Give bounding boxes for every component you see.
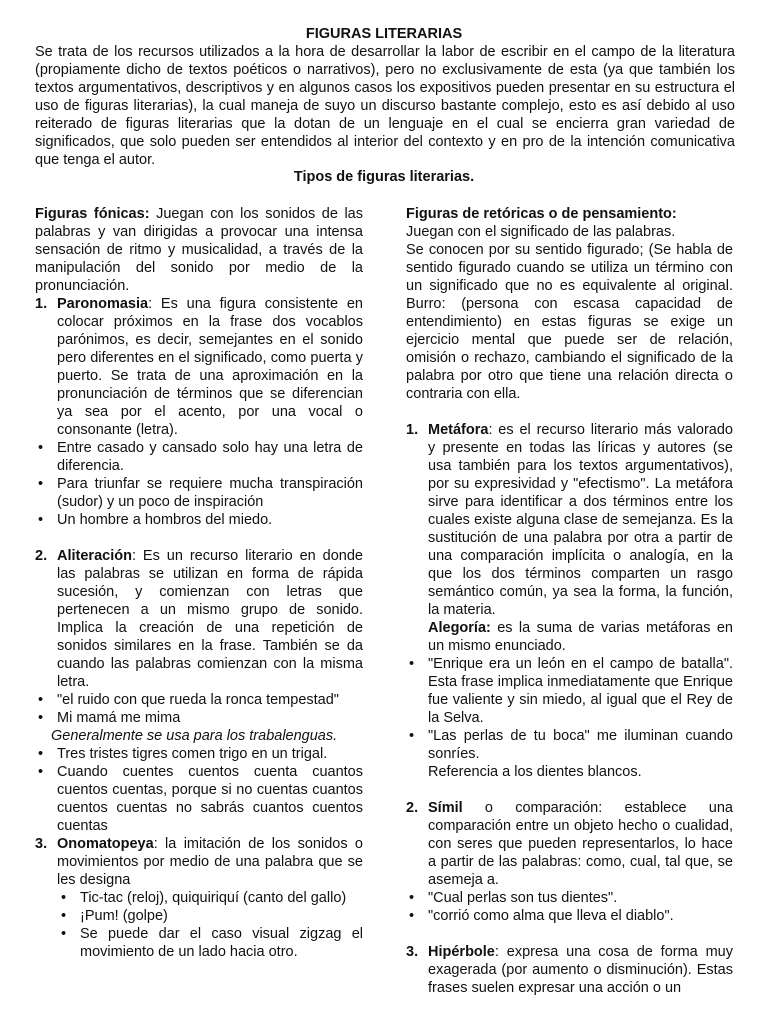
retoricas-text-2: Se conocen por su sentido figurado; (Se habla de sentido figurado cuando se utiliza un término con un significado que no es equivalente al original. Burro: (persona con escasa capacidad de entendimiento) en estas figuras se exige un ejercicio mental que puede ser de relación, omisión o rechazo, cambiando el significado de la palabra por otro que tiene una relación directa o contraria con ella. bbox=[406, 242, 733, 402]
paronomasia-number: 1. bbox=[35, 296, 48, 312]
bullet-icon: • bbox=[38, 764, 44, 780]
paronomasia-heading: Paronomasia bbox=[57, 296, 149, 312]
left-column bbox=[35, 205, 363, 961]
list-item: • Mi mamá me mima bbox=[38, 710, 181, 726]
list-item: • Cuando cuentes cuentos cuenta cuantos cuentos cuentas, porque si no cuentas cuantos cuentos cuentas no sabrás cuantos cuentos cuentas bbox=[38, 764, 363, 834]
fonicas-heading: Figuras fónicas: bbox=[35, 206, 150, 222]
hiperbole-text: : expresa una cosa de forma muy exagerada (por aumento o disminución). Estas frases suelen expresar una acción o un bbox=[428, 944, 733, 996]
bullet-icon: • bbox=[38, 710, 44, 726]
hiperbole-heading: Hipérbole bbox=[428, 944, 495, 960]
bullet-icon: • bbox=[61, 908, 67, 924]
list-item: • Tres tristes tigres comen trigo en un trigal. bbox=[38, 746, 328, 762]
bullet-icon: • bbox=[38, 476, 44, 492]
alegoria-paragraph bbox=[406, 619, 733, 655]
alegoria-heading: Alegoría: bbox=[428, 620, 491, 636]
bullet-icon: • bbox=[409, 908, 415, 924]
bullet-icon: • bbox=[38, 512, 44, 528]
bullet-icon: • bbox=[38, 692, 44, 708]
list-item: • Entre casado y cansado solo hay una letra de diferencia. bbox=[38, 440, 363, 474]
bullet-icon: • bbox=[61, 890, 67, 906]
list-item: • Un hombre a hombros del miedo. bbox=[38, 512, 273, 528]
bullet-icon: • bbox=[409, 656, 415, 672]
page-title: FIGURAS LITERARIAS bbox=[305, 26, 463, 42]
bullet-icon: • bbox=[61, 926, 67, 942]
list-item: • "el ruido con que rueda la ronca tempestad" bbox=[38, 692, 339, 708]
aliteracion-item bbox=[35, 547, 363, 691]
dientes-note: Referencia a los dientes blancos. bbox=[428, 764, 642, 780]
right-column bbox=[406, 205, 733, 997]
fonicas-text: Juegan con los sonidos de las palabras y van dirigidas a provocar una intensa sensación de ritmo y musicalidad, a través de la manipulación del sonido por medio de la pronunciación. bbox=[35, 206, 363, 294]
metafora-text: : es el recurso literario más valorado y presente en todas las líricas y autores (se usa también para los textos argumentativos), por su expresividad y "efectismo". La metáfora sirve para identificar a dos términos entre los cuales existe alguna clase de semejanza. Es la sustitución de una palabra por otra a partir de una comparación implícita o analogía, en la que los dos términos comparten un rasgo semántico común, ya sea la forma, la función, la materia. bbox=[428, 422, 733, 618]
simil-text: o comparación: establece una comparación entre un objeto hecho o cualidad, con seres que pueden representarlos, lo hace a partir de las palabras: como, cual, tal que, se asemeja a. bbox=[428, 800, 733, 888]
metafora-item bbox=[406, 421, 733, 619]
list-item: • ¡Pum! (golpe) bbox=[61, 908, 168, 924]
paronomasia-text: : Es una figura consistente en colocar próximos en la frase dos vocablos parónimos, es decir, semejantes en el sonido pero diferentes en el significado, como puerta y puerto. Se trata de una aproximación en la pronunciación de términos que se diferencian ya sea por el acento, por una vocal o consonante (letra). bbox=[57, 296, 363, 438]
alegoria-text: es la suma de varias metáforas en un mismo enunciado. bbox=[428, 620, 733, 654]
bullet-icon: • bbox=[409, 890, 415, 906]
list-item: • "Cual perlas son tus dientes". bbox=[409, 890, 618, 906]
simil-item bbox=[406, 799, 733, 889]
retoricas-heading: Figuras de retóricas o de pensamiento: bbox=[406, 206, 677, 222]
intro-paragraph: Se trata de los recursos utilizados a la hora de desarrollar la labor de escribir en el campo de la literatura (propiamente dicho de textos poéticos o narrativos), pero no exclusivamente de esta (ya que también los textos argumentativos, descriptivos y en algunos casos los expositivos pueden presentar en su estructura el uso de figuras literarias), la cual maneja de suyo un discurso bastante complejo, esto es así debido al uso reiterado de figuras literarias que la dotan de un lenguaje en el cual se encierra gran variedad de significados, que solo pueden ser entendidos al interior del contexto y en pro de la intención comunicativa que tenga el autor. bbox=[35, 44, 735, 168]
onomatopeya-text: : la imitación de los sonidos o movimientos por medio de una palabra que se les designa bbox=[57, 836, 363, 888]
simil-number: 2. bbox=[406, 800, 419, 816]
paronomasia-item bbox=[35, 295, 363, 439]
onomatopeya-item bbox=[35, 835, 363, 889]
metafora-heading: Metáfora bbox=[428, 422, 489, 438]
bullet-icon: • bbox=[38, 746, 44, 762]
section-subtitle: Tipos de figuras literarias. bbox=[293, 169, 475, 185]
bullet-icon: • bbox=[409, 728, 415, 744]
onomatopeya-number: 3. bbox=[35, 836, 48, 852]
aliteracion-heading: Aliteración bbox=[57, 548, 132, 564]
simil-heading: Símil bbox=[428, 800, 463, 816]
list-item: • Tic-tac (reloj), quiquiriquí (canto del gallo) bbox=[61, 890, 347, 906]
fonicas-paragraph bbox=[35, 205, 363, 295]
list-item: • Para triunfar se requiere mucha transpiración (sudor) y un poco de inspiración bbox=[38, 476, 363, 510]
list-item: • "corrió como alma que lleva el diablo". bbox=[409, 908, 674, 924]
metafora-number: 1. bbox=[406, 422, 419, 438]
aliteracion-number: 2. bbox=[35, 548, 48, 564]
list-item: • Se puede dar el caso visual zigzag el movimiento de un lado hacia otro. bbox=[61, 926, 363, 960]
hiperbole-number: 3. bbox=[406, 944, 419, 960]
retoricas-text: Juegan con el significado de las palabras. bbox=[406, 224, 676, 240]
bullet-icon: • bbox=[38, 440, 44, 456]
onomatopeya-heading: Onomatopeya bbox=[57, 836, 154, 852]
list-item: • "Las perlas de tu boca" me iluminan cuando sonríes. bbox=[409, 728, 733, 762]
trabalenguas-note: Generalmente se usa para los trabalenguas. bbox=[51, 728, 338, 744]
hiperbole-item bbox=[406, 943, 733, 997]
aliteracion-text: : Es un recurso literario en donde las palabras se utilizan en forma de rápida sucesión, y comienzan con letras que pertenecen a un mismo grupo de sonido. Implica la creación de una repetición de sonidos similares en la frase. También se da cuando las palabras comienzan con la misma letra. bbox=[57, 548, 363, 690]
list-item: • "Enrique era un león en el campo de batalla". Esta frase implica inmediatamente que Enrique fue valiente y sin miedo, al igual que el Rey de la Selva. bbox=[409, 656, 733, 726]
